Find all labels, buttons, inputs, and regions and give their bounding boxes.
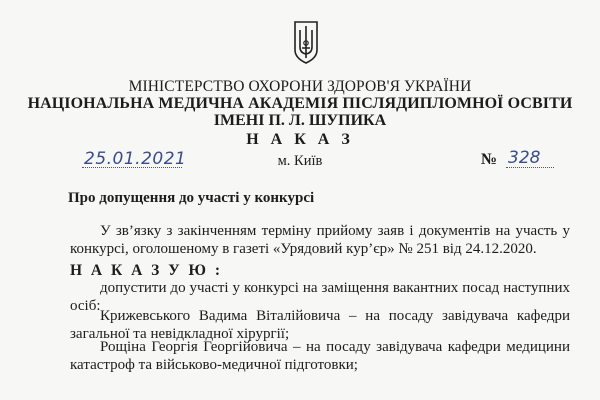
order-number: 328 bbox=[508, 148, 541, 168]
decision-paragraph: допустити до участі у конкурсі на заміщення вакантних посад наступних осіб: bbox=[70, 280, 570, 314]
order-title: Н А К А З bbox=[246, 131, 354, 148]
order-subject: Про допущення до участі у конкурсі bbox=[68, 190, 315, 206]
order-date: 25.01.2021 bbox=[84, 149, 187, 169]
order-number-label: № bbox=[481, 151, 498, 168]
candidate-paragraph: Крижевського Вадима Віталійовича – на посаду завідувача кафедри загальної та невідкладної хірургії; bbox=[70, 308, 570, 342]
academy-name: НАЦІОНАЛЬНА МЕДИЧНА АКАДЕМІЯ ПІСЛЯДИПЛОМНОЇ ОСВІТИ bbox=[27, 95, 573, 112]
nakazuyu-heading: Н А К А З У Ю : bbox=[70, 262, 223, 279]
number-underline bbox=[506, 167, 554, 168]
order-city: м. Київ bbox=[277, 153, 323, 169]
candidate-paragraph: Рощіна Георгія Георгійовича – на посаду завідувача кафедри медицини катастроф та військово-медичної підготовки; bbox=[70, 339, 570, 373]
trident-icon bbox=[291, 20, 321, 64]
academy-named-after: ІМЕНІ П. Л. ШУПИКА bbox=[213, 112, 387, 129]
intro-paragraph: У зв’язку з закінченням терміну прийому заяв і документів на участь у конкурсі, оголошеному в газеті «Урядовий кур’єр» № 251 від 24.12.2020. bbox=[70, 223, 570, 257]
ministry-name: МІНІСТЕРСТВО ОХОРОНИ ЗДОРОВ'Я УКРАЇНИ bbox=[128, 78, 472, 95]
